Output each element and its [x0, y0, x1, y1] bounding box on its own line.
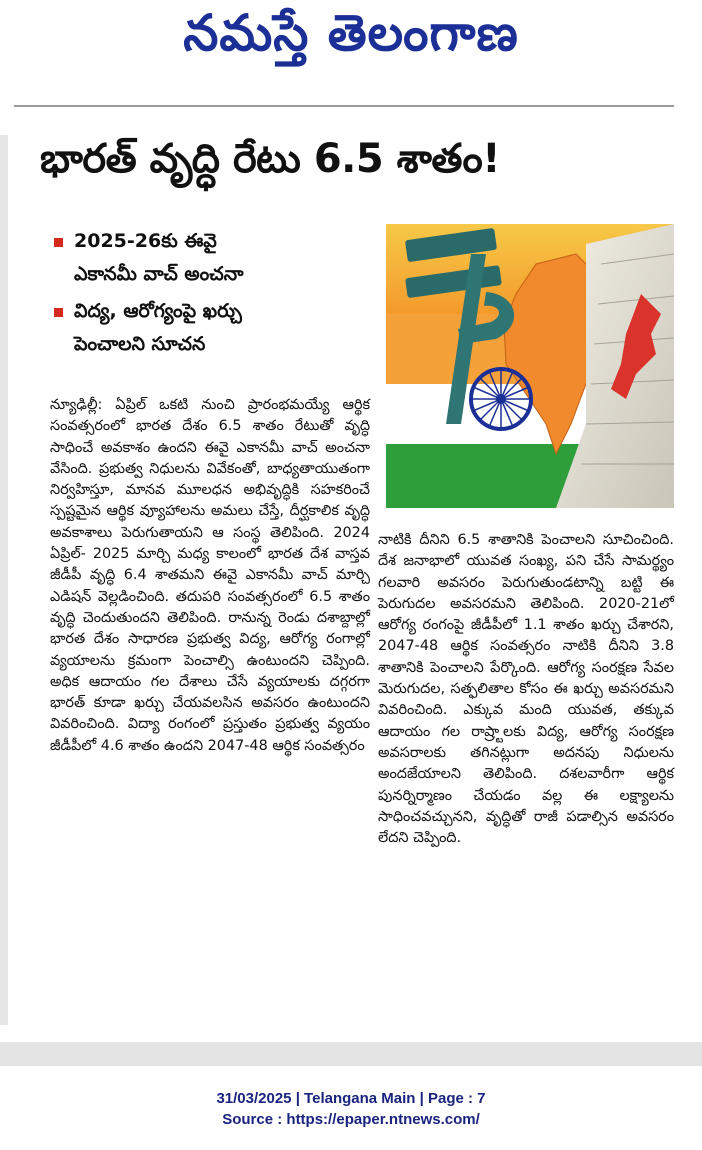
page-footer — [0, 1088, 702, 1130]
highlight-item — [50, 298, 380, 358]
bullet-square-icon — [54, 308, 63, 317]
highlight-line: పెంచాలని సూచన — [74, 333, 206, 355]
bullet-square-icon — [54, 238, 63, 247]
footer-source-link[interactable]: Source : https://epaper.ntnews.com/ — [222, 1111, 480, 1128]
article-body-column-1 — [50, 395, 370, 757]
article-photo — [386, 224, 674, 508]
page-bottom-band — [0, 1042, 702, 1066]
highlight-line: ఎకానమీ వాచ్‌ అంచనా — [74, 263, 244, 285]
highlight-line: విద్య, ఆరోగ్యంపై ఖర్చు — [74, 300, 242, 322]
body-paragraph: నాటికి దీనిని 6.5 శాతానికి పెంచాలని సూచించింది. దేశ జనాభాలో యువత సంఖ్య, పని చేసే సామర్థ్యం గలవారి అవసరం పెరుగుతుండటాన్ని బట్టి ఈ పెరుగుదల అవసరమని తెలిపింది. 2020-21లో ఆరోగ్య రంగంపై జీడీపీలో 1.1 శాతం ఖర్చు చేశారని, 2047-48 ఆర్థిక సంవత్సరం నాటికి దీనిని 3.8 శాతానికి పెంచాలని పేర్కొంది. ఆరోగ్య సంరక్షణ సేవల మెరుగుదల, సత్ఫలితాల కోసం ఈ ఖర్చు అవసరమని వివరించింది. ఎక్కువ మంది యువత, తక్కువ ఆదాయం గల రాష్ర్టాలకు విద్య, ఆరోగ్య సంరక్షణ అవసరాలకు తగినట్లుగా అదనపు నిధులను అందజేయాలని తెలిపింది. దశలవారీగా ఆర్థిక పునర్నిర్మాణం చేయడం వల్ల ఈ లక్ష్యాలను సాధించవచ్చునని, వృద్ధితో రాజీ పడాల్సిన అవసరం లేదని చెప్పింది. — [378, 532, 674, 847]
page-gutter — [0, 135, 8, 1025]
footer-edition-info: 31/03/2025 | Telangana Main | Page : 7 — [216, 1090, 486, 1107]
masthead-divider — [14, 105, 674, 107]
body-paragraph: న్యూఢిల్లీ: ఏప్రిల్‌ ఒకటి నుంచి ప్రారంభమయ్యే ఆర్థిక సంవత్సరంలో భారత దేశం 6.5 శాతం రేటుతో వృద్ధి సాధించే అవకాశం ఉందని ఈవై ఎకానమీ వాచ్‌ అంచనా వేసింది. ప్రభుత్వ నిధులను వివేకంతో, బాధ్యతాయుతంగా నిర్వహిస్తూ, మానవ మూలధన అభివృద్ధికి సహకరించే స్పష్టమైన ఆర్థిక వ్యూహాలను అమలు చేస్తే, దీర్ఘకాలిక వృద్ధి అవకాశాలు పెరుగుతాయని ఆ సంస్థ తెలిపింది. 2024 ఏప్రిల్‌- 2025 మార్చి మధ్య కాలంలో భారత దేశ వాస్తవ జీడీపీ వృద్ధి 6.4 శాతమని ఈవై ఎకానమీ వాచ్‌ మార్చి ఎడిషన్‌ వెల్లడించింది. తదుపరి సంవత్సరంలో 6.5 శాతం వృద్ధి చెందుతుందని తెలిపింది. రానున్న రెండు దశాబ్దాల్లో భారత దేశం సాధారణ ప్రభుత్వ విద్య, ఆరోగ్య రంగాల్లో వ్యయాలను క్రమంగా పెంచాల్సి ఉంటుందని చెప్పింది. అధిక ఆదాయం గల దేశాలు చేసే వ్యయాలకు దగ్గరగా భారత్‌ కూడా ఖర్చు చేయవలసిన అవసరం ఉంటుందని వివరించింది. విద్యా రంగంలో ప్రస్తుతం ప్రభుత్వ వ్యయం జీడీపీలో 4.6 శాతం ఉందని 2047-48 ఆర్థిక సంవత్సరం — [50, 397, 370, 754]
rupee-flag-map-illustration — [386, 224, 674, 508]
newspaper-logo: నమస్తే తెలంగాణ — [183, 4, 519, 62]
highlights-list — [50, 228, 380, 358]
masthead — [0, 0, 702, 108]
article-headline: భారత్‌ వృద్ధి రేటు 6.5 శాతం! — [40, 136, 501, 182]
highlight-line: 2025-26కు ఈవై — [74, 230, 217, 252]
article-body-column-2 — [378, 530, 674, 849]
highlight-item — [50, 228, 380, 288]
